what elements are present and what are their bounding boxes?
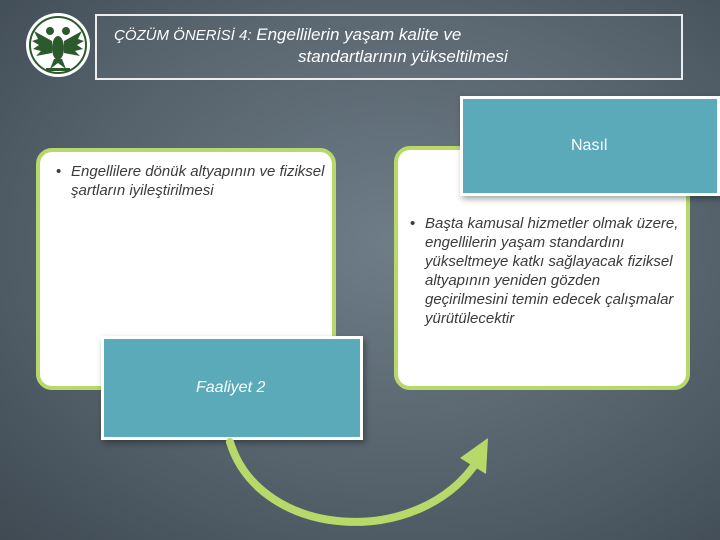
logo (24, 11, 92, 79)
faaliyet-label: Faaliyet 2 (196, 379, 266, 396)
bullet-dot: • (56, 163, 62, 180)
left-card-bullet (56, 162, 326, 200)
nasil-box (460, 96, 720, 196)
page-title (114, 24, 674, 67)
right-card-text: Başta kamusal hizmetler olmak üzere, engellilerin yaşam standardını yükseltmeye katkı sağlayacak fiziksel altyapının yeniden gözden geçirilmesini temin edecek çalışmalar yürütülecektir (425, 215, 679, 327)
right-card-bullet (410, 214, 682, 328)
title-line2: standartlarının yükseltilmesi (298, 47, 508, 66)
nasil-label: Nasıl (571, 137, 608, 154)
faaliyet-box (101, 336, 363, 440)
curved-arrow-icon (220, 430, 500, 540)
left-card-text: Engellilere dönük altyapının ve fiziksel şartların iyileştirilmesi (71, 163, 325, 199)
bullet-dot: • (410, 215, 416, 232)
title-line1: Engellilerin yaşam kalite ve (256, 25, 462, 44)
double-headed-eagle-seal-icon (24, 11, 92, 79)
title-lead: ÇÖZÜM ÖNERİSİ 4: (114, 27, 252, 44)
